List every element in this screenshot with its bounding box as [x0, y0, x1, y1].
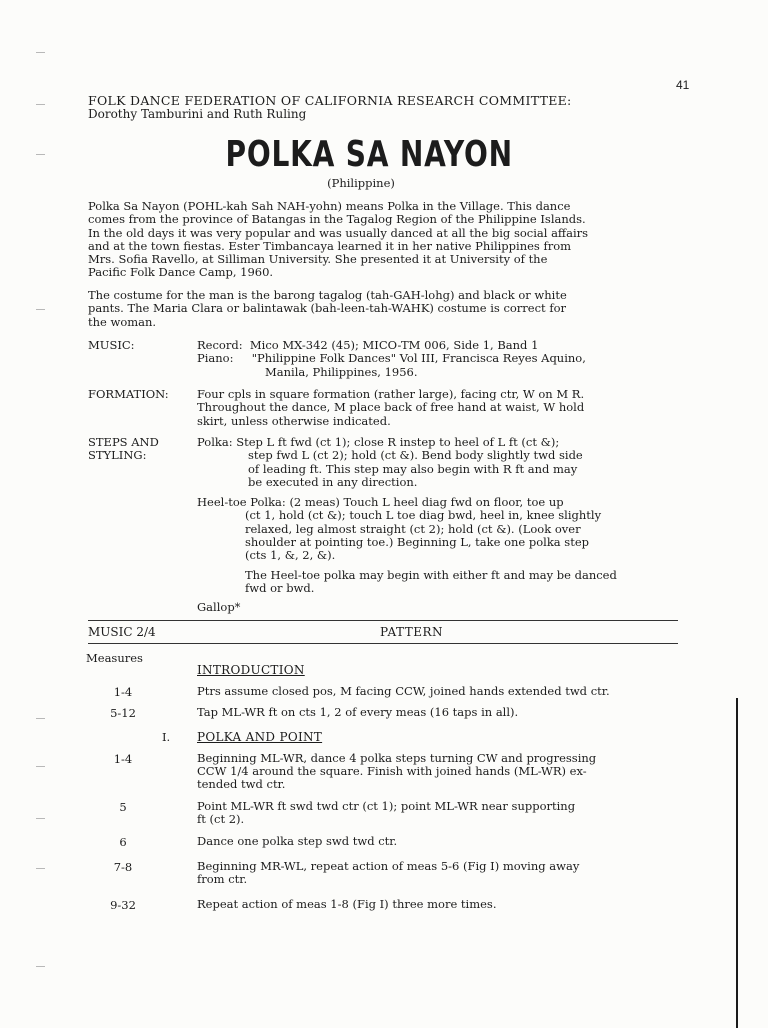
table-row — [197, 685, 610, 698]
page-subtitle: (Philippine) — [327, 176, 395, 190]
row-line: tended twd ctr. — [197, 777, 286, 791]
formation-label: FORMATION: — [88, 387, 169, 401]
costume-line: The costume for the man is the barong tagalog (tah-GAH-lohg) and black or white — [88, 288, 567, 302]
table-top-rule — [88, 620, 678, 621]
table-row — [197, 800, 575, 826]
row-line: Dance one polka step swd twd ctr. — [197, 834, 398, 848]
scan-mark — [36, 818, 45, 819]
heeltoe-polka-description — [197, 496, 601, 562]
table-header-rule — [88, 643, 678, 644]
row-line: Ptrs assume closed pos, M facing CCW, joined hands extended twd ctr. — [197, 684, 610, 698]
heeltoe-line: Heel-toe Polka: (2 meas) Touch L heel diag fwd on floor, toe up — [197, 495, 564, 509]
row-line: ft (ct 2). — [197, 812, 245, 826]
intro-line: Pacific Folk Dance Camp, 1960. — [88, 265, 274, 280]
page-number: 41 — [676, 78, 690, 92]
intro-line: Polka Sa Nayon (POHL-kah Sah NAH-yohn) means Polka in the Village. This dance — [88, 199, 571, 213]
pattern-header: PATTERN — [380, 625, 444, 639]
scan-mark — [36, 52, 45, 53]
steps-label-line: STYLING: — [88, 448, 147, 463]
costume-line: the woman. — [88, 314, 157, 329]
row-line: from ctr. — [197, 872, 248, 886]
piano-value: Manila, Philippines, 1956. — [265, 364, 418, 379]
polka-line: Polka: Step L ft fwd (ct 1); close R instep to heel of L ft (ct &); — [197, 435, 560, 449]
row-line: Beginning ML-WR, dance 4 polka steps turning CW and progressing — [197, 751, 597, 765]
polka-line: be executed in any direction. — [248, 474, 418, 489]
scan-mark — [36, 966, 45, 967]
heeltoe-note-line: The Heel-toe polka may begin with either ft and may be danced — [245, 568, 617, 582]
piano-label: Piano: — [197, 351, 234, 366]
scan-mark — [36, 104, 45, 105]
heeltoe-note — [245, 569, 617, 596]
scan-mark — [36, 154, 45, 155]
music-details — [197, 339, 586, 379]
measures-header: Measures — [86, 651, 143, 665]
heeltoe-line: (ct 1, hold (ct &); touch L toe diag bwd, heel in, knee slightly — [245, 508, 602, 523]
polka-step-description — [197, 436, 583, 489]
introduction-heading: INTRODUCTION — [197, 663, 305, 677]
formation-line: Throughout the dance, M place back of free hand at waist, W hold — [197, 400, 585, 415]
costume-line: pants. The Maria Clara or balintawak (bah-leen-tah-WAHK) costume is correct for — [88, 301, 567, 316]
gallop-step: Gallop* — [197, 600, 241, 614]
intro-line: Mrs. Sofia Ravello, at Silliman University. She presented it at University of the — [88, 252, 548, 267]
steps-label — [88, 436, 159, 463]
table-row — [197, 898, 496, 911]
measure-number: 7-8 — [113, 860, 133, 874]
intro-line: comes from the province of Batangas in the Tagalog Region of the Philippine Islands. — [88, 212, 586, 227]
heeltoe-note-line: fwd or bwd. — [245, 581, 315, 596]
figure-heading: POLKA AND POINT — [197, 730, 323, 744]
measure-number: 1-4 — [113, 685, 133, 699]
organization-header: FOLK DANCE FEDERATION OF CALIFORNIA RESEARCH COMMITTEE: — [88, 93, 572, 108]
row-line: Point ML-WR ft swd twd ctr (ct 1); point ML-WR near supporting — [197, 799, 576, 813]
table-row — [197, 835, 397, 848]
steps-label-line: STEPS AND — [88, 435, 159, 449]
table-row — [197, 752, 596, 791]
table-row — [197, 860, 579, 886]
piano-value: "Philippine Folk Dances" Vol III, Francisca Reyes Aquino, — [251, 351, 586, 366]
scan-mark — [36, 309, 45, 310]
table-row — [197, 706, 518, 719]
record-value: Mico MX-342 (45); MICO-TM 006, Side 1, Band 1 — [249, 338, 539, 352]
row-line: CCW 1/4 around the square. Finish with joined hands (ML-WR) ex- — [197, 764, 587, 778]
intro-line: In the old days it was very popular and was usually danced at all the big social affairs — [88, 225, 589, 240]
row-line: Tap ML-WR ft on cts 1, 2 of every meas (16 taps in all). — [197, 705, 519, 719]
measure-number: 5 — [119, 800, 127, 814]
intro-paragraph — [88, 200, 698, 280]
formation-line: skirt, unless otherwise indicated. — [197, 413, 391, 428]
row-line: Repeat action of meas 1-8 (Fig I) three more times. — [197, 897, 497, 911]
music-meter-header: MUSIC 2/4 — [88, 625, 156, 639]
intro-line: and at the town fiestas. Ester Timbancaya learned it in her native Philippines from — [88, 238, 572, 253]
polka-line: step fwd L (ct 2); hold (ct &). Bend body slightly twd side — [248, 448, 583, 463]
measure-number: 1-4 — [113, 752, 133, 766]
record-label: Record: — [197, 338, 243, 352]
page-title: POLKA SA NAYON — [225, 134, 513, 175]
scan-mark — [36, 868, 45, 869]
scan-mark — [36, 766, 45, 767]
scan-mark — [36, 718, 45, 719]
formation-text — [197, 388, 584, 428]
formation-line: Four cpls in square formation (rather large), facing ctr, W on M R. — [197, 387, 585, 401]
heeltoe-line: shoulder at pointing toe.) Beginning L, take one polka step — [245, 534, 590, 549]
costume-paragraph — [88, 289, 698, 329]
figure-number: I. — [162, 730, 171, 744]
margin-binding-line — [736, 698, 738, 1028]
measure-number: 5-12 — [110, 706, 136, 720]
music-label: MUSIC: — [88, 338, 135, 352]
row-line: Beginning MR-WL, repeat action of meas 5-6 (Fig I) moving away — [197, 859, 580, 873]
heeltoe-line: (cts 1, &, 2, &). — [245, 548, 336, 563]
authors-line: Dorothy Tamburini and Ruth Ruling — [88, 107, 307, 121]
measure-number: 6 — [119, 835, 127, 849]
heeltoe-line: relaxed, leg almost straight (ct 2); hold (ct &). (Look over — [245, 521, 581, 536]
measure-number: 9-32 — [110, 898, 136, 912]
polka-line: of leading ft. This step may also begin with R ft and may — [248, 461, 578, 476]
